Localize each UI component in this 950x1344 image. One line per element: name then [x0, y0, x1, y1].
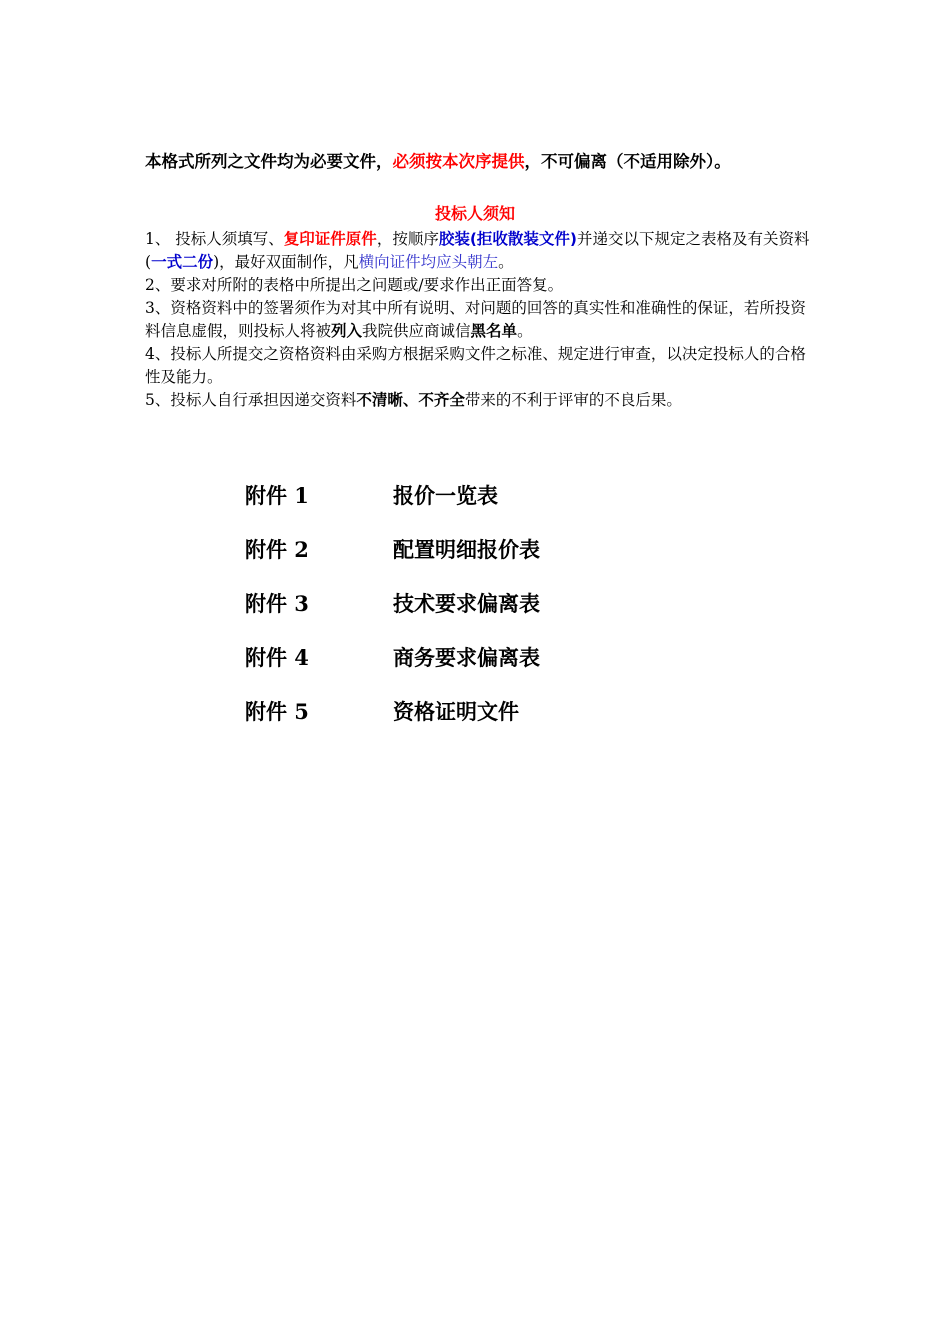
notice-item-1-text-i: 。 — [498, 253, 514, 271]
attachment-row — [245, 684, 745, 738]
notice-item-3-blacklist: 黑名单 — [470, 322, 518, 340]
intro-statement — [145, 150, 825, 174]
notice-item-5 — [145, 389, 810, 412]
notice-item-3-text-a: 3、资格资料中的签署须作为对其中所有说明、对问题的回答的真实性和准确性的保证，若所投资料信息虚假，则投标人将被 — [145, 299, 806, 340]
notice-title: 投标人须知 — [434, 204, 515, 223]
attachment-name: 技术要求偏离表 — [393, 591, 540, 616]
attachment-row — [245, 522, 745, 576]
attachment-name: 配置明细报价表 — [393, 537, 540, 562]
notice-item-5-text-c: 带来的不利于评审的不良后果。 — [464, 391, 682, 409]
notice-item-1-binding: 胶装(拒收散装文件) — [438, 230, 577, 248]
attachment-name: 资格证明文件 — [393, 699, 519, 724]
notice-item-3-listed: 列入 — [331, 322, 363, 340]
intro-text-1: 本格式所列之文件均为必要文件， — [145, 152, 393, 171]
notice-item-5-text-a: 5、投标人自行承担因递交资料 — [145, 391, 357, 409]
notice-item-1-landscape: 横向证件均应头朝左 — [358, 253, 499, 271]
notice-item-3-text-c: 我院供应商诚信 — [362, 322, 471, 340]
notice-item-3-text-e: 。 — [517, 322, 533, 340]
notice-item-3 — [145, 297, 810, 343]
notice-item-1 — [145, 228, 810, 274]
attachment-number: 附件 5 — [245, 699, 309, 724]
intro-text-3: ，不可偏离（不适用除外）。 — [524, 152, 731, 171]
notice-item-1-copy-originals: 复印证件原件 — [283, 230, 377, 248]
attachment-number: 附件 3 — [245, 591, 309, 616]
notice-item-1-text-a: 1、 投标人须填写、 — [145, 230, 284, 248]
notice-item-1-text-c: ，按顺序 — [376, 230, 439, 248]
attachment-row — [245, 468, 745, 522]
attachment-name: 商务要求偏离表 — [393, 645, 540, 670]
notice-item-1-text-e: 并递交以下规定之表格及有关资料( — [145, 230, 810, 271]
notice-item-1-two-copies: 一式二份 — [151, 253, 214, 271]
attachment-number: 附件 1 — [245, 483, 309, 508]
notice-list — [145, 228, 810, 412]
notice-item-5-unclear: 不清晰、不齐全 — [356, 391, 465, 409]
notice-item-1-text-g: )，最好双面制作，凡 — [213, 253, 359, 271]
attachment-row — [245, 630, 745, 684]
attachment-row — [245, 576, 745, 630]
notice-item-4: 4、投标人所提交之资格资料由采购方根据采购文件之标准、规定进行审查，以决定投标人的合格性及能力。 — [145, 345, 806, 386]
notice-item-2: 2、要求对所附的表格中所提出之问题或/要求作出正面答复。 — [145, 276, 564, 294]
attachment-list — [245, 468, 745, 738]
intro-text-required-order: 必须按本次序提供 — [392, 152, 525, 171]
attachment-number: 附件 2 — [245, 537, 309, 562]
attachment-name: 报价一览表 — [393, 483, 498, 508]
attachment-number: 附件 4 — [245, 645, 309, 670]
